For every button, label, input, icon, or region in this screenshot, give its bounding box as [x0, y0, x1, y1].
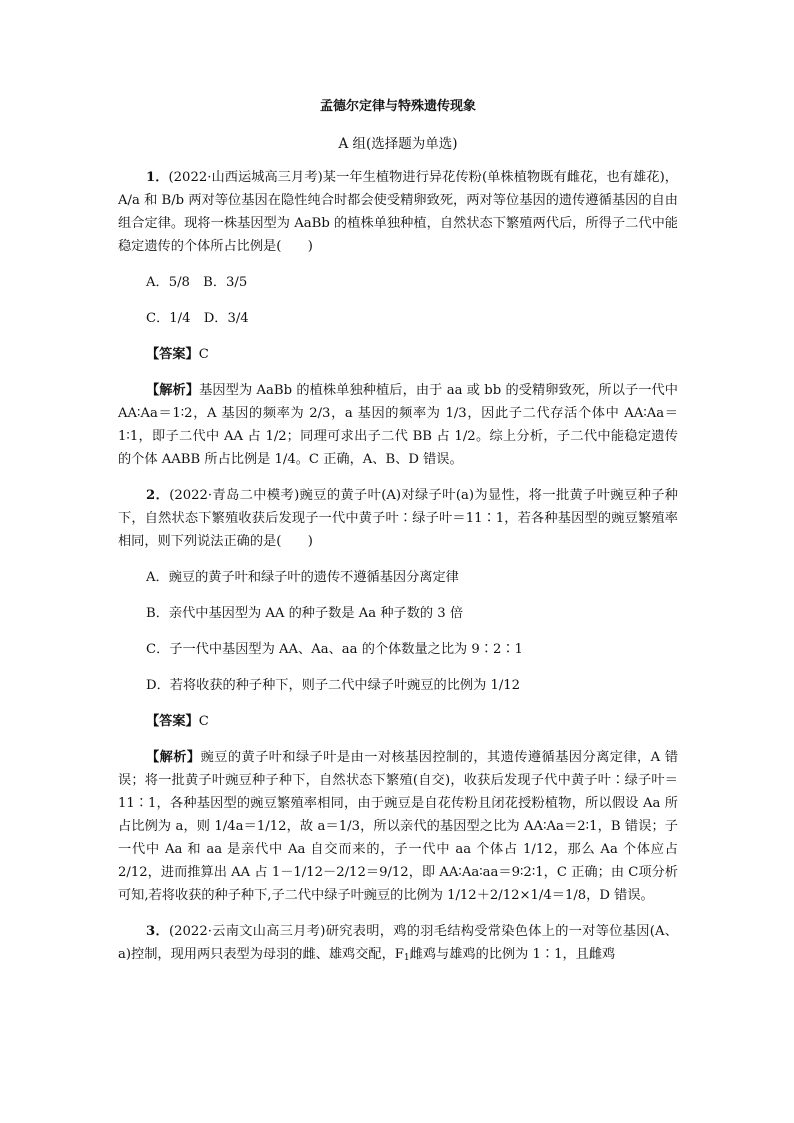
analysis-label: 【解析】	[146, 383, 200, 398]
question-3-number: 3．	[146, 924, 169, 939]
question-3-text-start: (2022·云南文山高三月考)研究表明，鸡的羽毛结构受常染色体上的一对等位基因(A、a)控制，现用两只表型为母羽的雌、雄鸡交配，F	[118, 924, 678, 962]
question-1-number: 1．	[146, 170, 169, 185]
analysis-label: 【解析】	[146, 750, 201, 765]
group-heading: A 组(选择题为单选)	[338, 136, 458, 152]
question-2-text: (2022·青岛二中模考)豌豆的黄子叶(A)对绿子叶(a)为显性，将一批黄子叶豌豆种子种下，自然状态下繁殖收获后发现子一代中黄子叶∶绿子叶＝11∶1，若各种基因型的豌豆繁殖率相同，则下列说法正确的是( )	[118, 488, 678, 549]
question-2	[118, 484, 678, 553]
page-title: 孟德尔定律与特殊遗传现象	[319, 99, 476, 114]
question-2-answer	[118, 710, 678, 733]
question-2-number: 2．	[146, 488, 170, 503]
answer-label: 【答案】	[146, 714, 199, 729]
question-1	[118, 166, 678, 258]
question-2-option-b: B．亲代中基因型为 AA 的种子数是 Aa 种子数的 3 倍	[146, 606, 464, 621]
answer-value: C	[198, 714, 209, 729]
question-2-option-c: C．子一代中基因型为 AA、Aa、aa 的个体数量之比为 9∶2∶1	[146, 642, 523, 657]
question-1-analysis	[118, 379, 678, 471]
question-1-options-ab: A．5/8 B．3/5	[146, 275, 248, 290]
answer-value: C	[198, 347, 209, 362]
question-3	[118, 920, 678, 970]
answer-label: 【答案】	[146, 347, 199, 362]
question-2-option-a: A．豌豆的黄子叶和绿子叶的遗传不遵循基因分离定律	[146, 570, 459, 585]
question-2-option-d: D．若将收获的种子种下，则子二代中绿子叶豌豆的比例为 1/12	[146, 678, 521, 693]
question-1-options-cd: C．1/4 D．3/4	[146, 311, 249, 326]
analysis-text: 基因型为 AaBb 的植株单独种植后，由于 aa 或 bb 的受精卵致死，所以子一代中 AA∶Aa＝1∶2，A 基因的频率为 2/3，a 基因的频率为 1/3，因此子二代存活个体中 AA∶Aa＝1∶1，即子二代中 AA 占 1/2；同理可求出子二代 BB 占 1/2。综上分析，子二代中能稳定遗传的个体 AABB 所占比例是 1/4。C 正确，A、B、D 错误。	[118, 383, 678, 467]
analysis-text: 豌豆的黄子叶和绿子叶是由一对核基因控制的，其遗传遵循基因分离定律，A 错误；将一批黄子叶豌豆种子种下，自然状态下繁殖(自交)，收获后发现子代中黄子叶∶绿子叶＝11∶1，各种基因型的豌豆繁殖率相同，由于豌豆是自花传粉且闭花授粉植物，所以假设 Aa 所占比例为 a，则 1/4a＝1/12，故 a＝1/3，所以亲代的基因型之比为 AA∶Aa＝2∶1，B 错误；子一代中 Aa 和 aa 是亲代中 Aa 自交而来的，子一代中 aa 个体占 1/12，那么 Aa 个体应占 2/12，进而推算出 AA 占 1－1/12－2/12＝9/12，即 AA∶Aa∶aa＝9∶2∶1，C 正确；由 C项分析可知,若将收获的种子种下,子二代中绿子叶豌豆的比例为 1/12＋2/12×1/4＝1/8，D 错误。	[118, 750, 679, 903]
subscript: 1	[403, 953, 410, 963]
question-2-analysis	[118, 746, 678, 907]
question-3-text-end: 雌鸡与雄鸡的比例为 1∶1，且雌鸡	[409, 947, 616, 962]
question-1-answer	[118, 343, 678, 366]
document-page	[118, 98, 678, 983]
question-1-text: (2022·山西运城高三月考)某一年生植物进行异花传粉(单株植物既有雌花，也有雄花)，A/a 和 B/b 两对等位基因在隐性纯合时都会使受精卵致死，两对等位基因的遗传遵循基因的自由组合定律。现将一株基因型为 AaBb 的植株单独种植，自然状态下繁殖两代后，所得子二代中能稳定遗传的个体所占比例是( )	[118, 170, 678, 254]
